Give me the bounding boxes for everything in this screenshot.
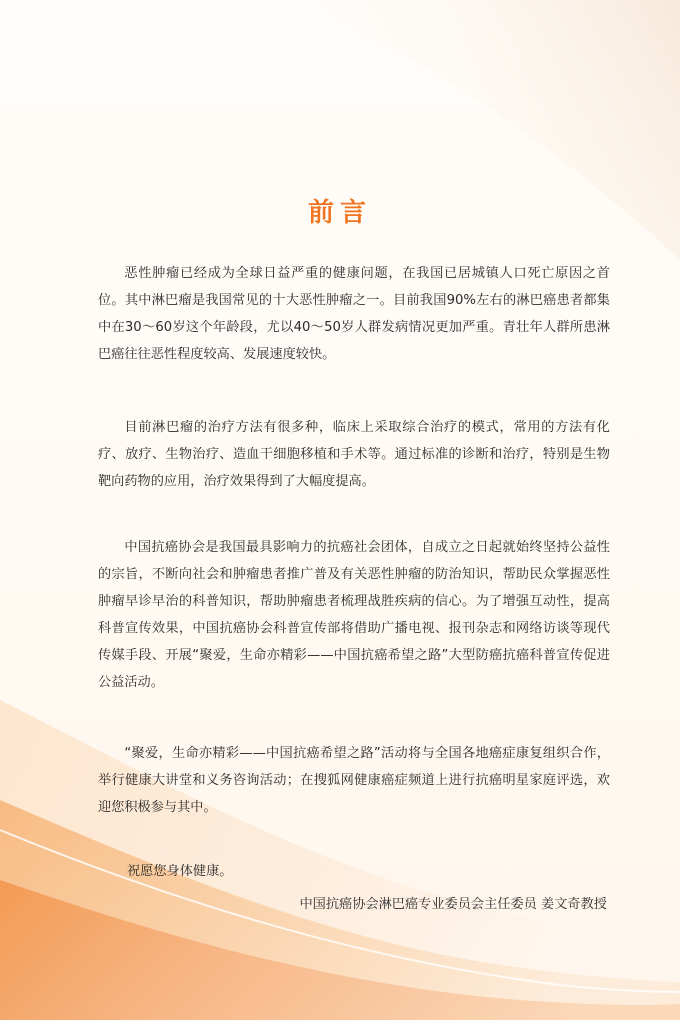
paragraph-3: 中国抗癌协会是我国最具影响力的抗癌社会团体，自成立之日起就始终坚持公益性的宗旨，不断向社会和肿瘤患者推广普及有关恶性肿瘤的防治知识，帮助民众掌握恶性肿瘤早诊早治的科普知识，帮助肿瘤患者梳理战胜疾病的信心。为了增强互动性，提高科普宣传效果，中国抗癌协会科普宣传部将借助广播电视、报刊杂志和网络访谈等现代传媒手段、开展“聚爱，生命亦精彩——中国抗癌希望之路”大型防癌抗癌科普宣传促进公益活动。 <box>98 540 610 690</box>
author-signature: 中国抗癌协会淋巴癌专业委员会主任委员 姜文奇教授 <box>299 897 607 912</box>
closing-wish: 祝愿您身体健康。 <box>127 864 233 879</box>
page-title: 前言 <box>307 198 372 228</box>
paragraph-4: “聚爱，生命亦精彩——中国抗癌希望之路”活动将与全国各地癌症康复组织合作，举行健康大讲堂和义务咨询活动；在搜狐网健康癌症频道上进行抗癌明星家庭评选，欢迎您积极参与其中。 <box>98 746 610 815</box>
paragraph-2: 目前淋巴瘤的治疗方法有很多种，临床上采取综合治疗的模式，常用的方法有化疗、放疗、生物治疗、造血干细胞移植和手术等。通过标准的诊断和治疗，特别是生物靶向药物的应用，治疗效果得到了大幅度提高。 <box>98 420 610 489</box>
paragraph-1: 恶性肿瘤已经成为全球日益严重的健康问题，在我国已居城镇人口死亡原因之首位。其中淋巴瘤是我国常见的十大恶性肿瘤之一。目前我国90%左右的淋巴癌患者都集中在30～60岁这个年龄段，尤以40～50岁人群发病情况更加严重。青壮年人群所患淋巴癌往往恶性程度较高、发展速度较快。 <box>98 266 610 362</box>
